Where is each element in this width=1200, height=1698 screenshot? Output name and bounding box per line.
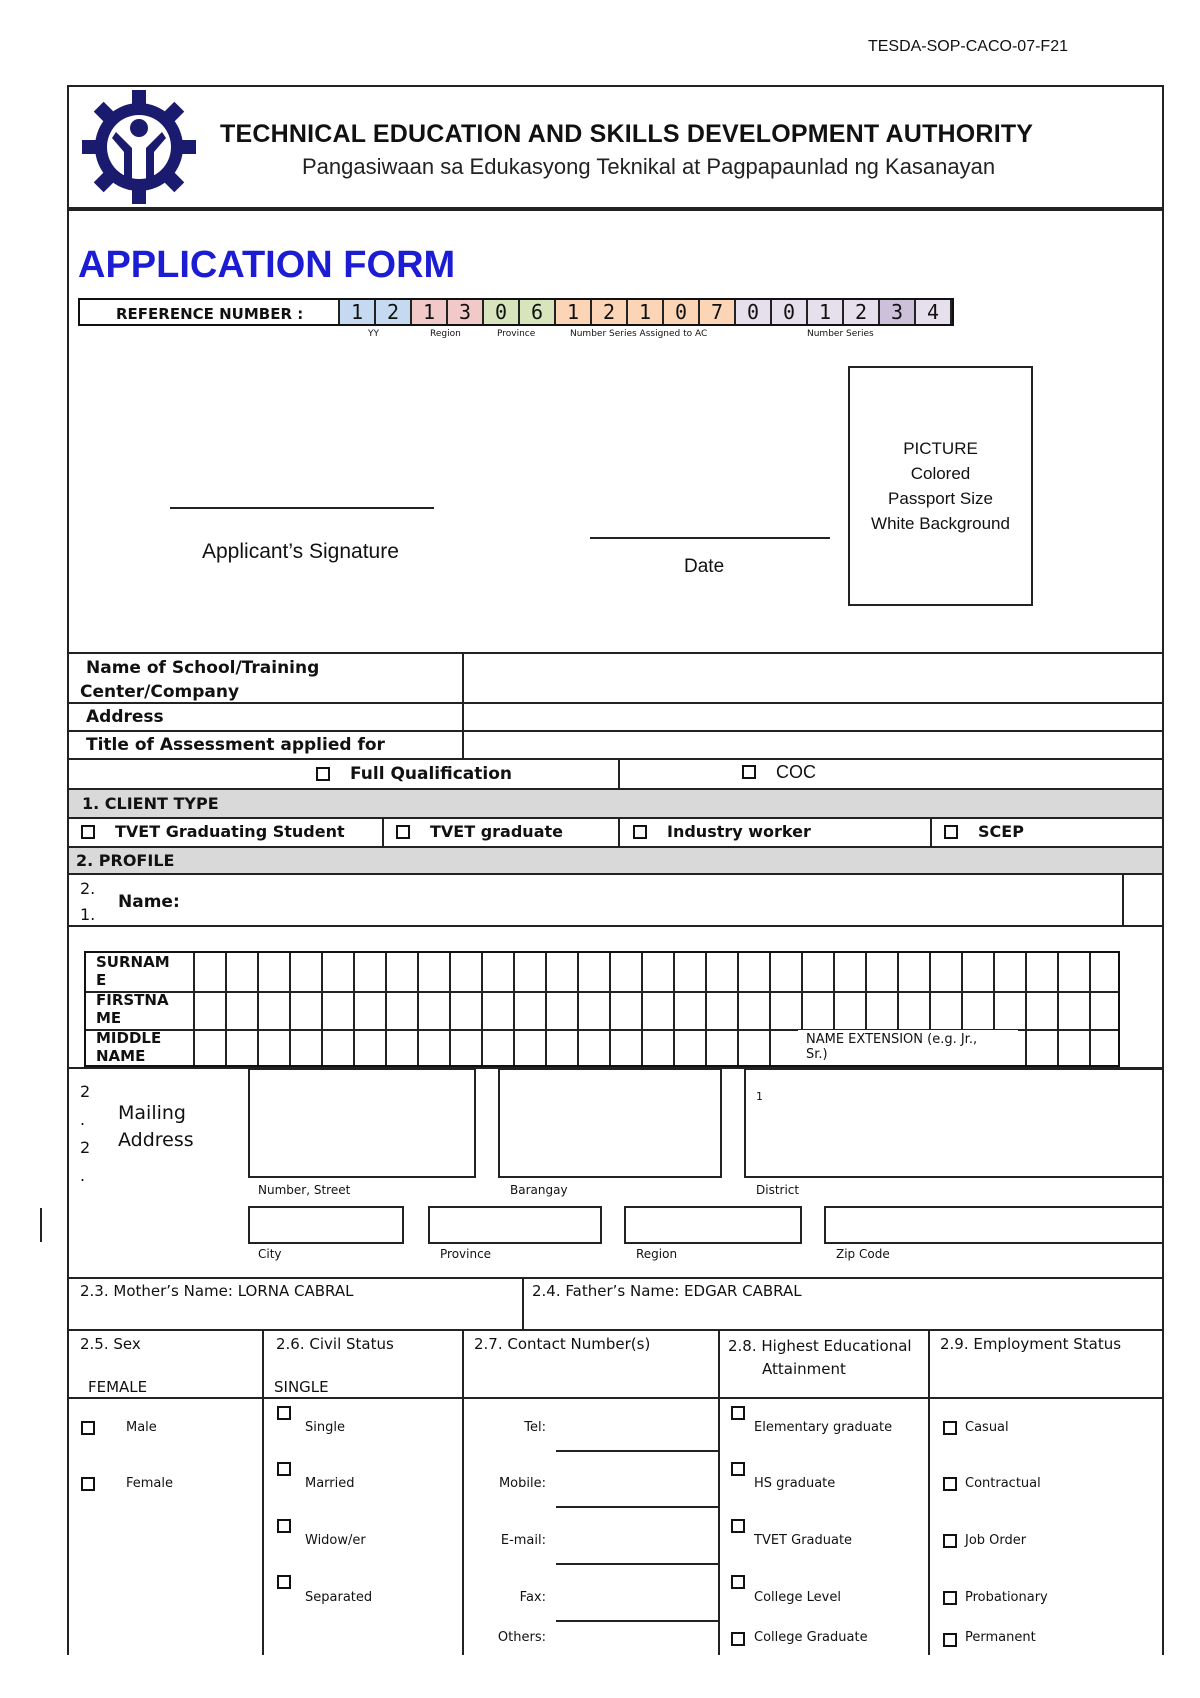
mobile-input[interactable] [556,1486,718,1508]
name-letter-cell[interactable] [611,1031,641,1068]
name-letter-cell[interactable] [419,954,449,991]
reference-digit-8: 2 [592,300,628,324]
ref-caption-series: Number Series [807,329,874,339]
reference-digit-6: 6 [520,300,556,324]
zip-code-caption: Zip Code [836,1247,890,1261]
reference-digit-1: 1 [340,300,376,324]
name-extension-cell [798,1030,1018,1065]
name-letter-cell[interactable] [643,1031,673,1068]
name-label: Name: [118,892,180,912]
reference-number [78,298,954,326]
picture-line3: Passport Size [888,489,993,508]
name-letter-cell[interactable] [675,993,705,1030]
emp-job-order-label: Job Order [965,1533,1027,1548]
coc-label: COC [776,762,816,782]
emp-job-order-checkbox-icon[interactable] [943,1534,957,1548]
picture-box [848,366,1033,606]
name-letter-cell[interactable] [195,993,225,1030]
name-letter-cell[interactable] [931,993,961,1030]
middlename-label: MIDDLE NAME [96,1029,162,1065]
city-input[interactable] [248,1206,404,1244]
profile-heading: 2. PROFILE [76,851,175,870]
school-name-label: Name of School/Training Center/Company [80,658,320,702]
name-letter-cell[interactable] [195,954,225,991]
address-input[interactable] [464,704,1162,730]
date-label: Date [684,556,725,577]
sex-male-label: Male [126,1420,157,1435]
name-letter-cell[interactable] [675,954,705,991]
mobile-label: Mobile: [498,1476,546,1491]
name-letter-cell[interactable] [483,1031,513,1068]
name-letter-cell[interactable] [739,993,769,1030]
full-qualification-label: Full Qualification [350,764,513,784]
client-type-heading: 1. CLIENT TYPE [82,794,219,813]
number-street-input[interactable] [248,1068,476,1178]
tvet-graduate-label: TVET graduate [430,822,563,841]
name-letter-cell[interactable] [1091,1031,1121,1068]
edu-elementary-checkbox-icon[interactable] [731,1406,745,1420]
name-letter-cell[interactable] [1091,993,1121,1030]
emp-casual-label: Casual [965,1420,1009,1435]
form-code: TESDA-SOP-CACO-07-F21 [867,38,1068,55]
tvet-graduating-checkbox-icon[interactable] [81,825,95,839]
industry-worker-checkbox-icon[interactable] [633,825,647,839]
name-letter-cell[interactable] [995,993,1025,1030]
civil-married-checkbox-icon[interactable] [277,1462,291,1476]
emp-probationary-label: Probationary [965,1590,1048,1605]
industry-worker-label: Industry worker [667,822,811,841]
name-letter-cell[interactable] [1059,993,1089,1030]
scep-label: SCEP [978,822,1024,841]
reference-digit-13: 0 [772,300,808,324]
applicant-signature-label: Applicant’s Signature [202,540,399,563]
reference-label: REFERENCE NUMBER : [116,305,304,323]
ref-caption-region: Region [430,329,461,339]
reference-digit-2: 2 [376,300,412,324]
school-name-input[interactable] [464,654,1162,702]
civil-married-label: Married [305,1476,355,1491]
name-letter-cell[interactable] [899,993,929,1030]
name-letter-cell[interactable] [451,993,481,1030]
reference-digit-12: 0 [736,300,772,324]
emp-casual-checkbox-icon[interactable] [943,1421,957,1435]
name-letter-cell[interactable] [899,954,929,991]
reference-digits [338,300,952,324]
reference-digit-4: 3 [448,300,484,324]
civil-widow-checkbox-icon[interactable] [277,1519,291,1533]
reference-digit-14: 1 [808,300,844,324]
name-letter-cell[interactable] [771,993,801,1030]
name-letter-cell[interactable] [227,1031,257,1068]
zip-code-input[interactable] [824,1206,1164,1244]
tesda-logo-icon [80,88,198,206]
emp-heading: 2.9. Employment Status [940,1335,1122,1353]
civil-single-label: Single [305,1420,345,1435]
name-num-2: 1. [80,905,96,924]
name-letter-cell[interactable] [547,954,577,991]
name-letter-cell[interactable] [963,993,993,1030]
name-letter-cell[interactable] [483,993,513,1030]
name-letter-cell[interactable] [707,954,737,991]
reference-digit-15: 2 [844,300,880,324]
full-qualification-checkbox-icon[interactable] [316,767,330,781]
name-letter-cell[interactable] [611,954,641,991]
name-letter-cell[interactable] [867,993,897,1030]
name-letter-cell[interactable] [1059,1031,1089,1068]
picture-line2: Colored [910,464,971,483]
name-letter-cell[interactable] [355,954,385,991]
client-type-heading-bar [69,790,1162,817]
edu-tvet-checkbox-icon[interactable] [731,1519,745,1533]
edu-college-grad-checkbox-icon[interactable] [731,1632,745,1646]
reference-digit-10: 0 [664,300,700,324]
others-label: Others: [497,1630,546,1645]
name-letter-cell[interactable] [387,1031,417,1068]
name-letter-cell[interactable] [611,993,641,1030]
edu-elementary-label: Elementary graduate [754,1420,893,1435]
scep-checkbox-icon[interactable] [944,825,958,839]
sex-female-label: Female [126,1476,174,1491]
name-letter-cell[interactable] [867,954,897,991]
others-input[interactable] [556,1628,718,1654]
reference-digit-16: 3 [880,300,916,324]
name-letter-cell[interactable] [259,1031,289,1068]
name-letter-cell[interactable] [291,954,321,991]
name-letter-cell[interactable] [643,993,673,1030]
name-letter-cell[interactable] [387,993,417,1030]
coc-checkbox-icon[interactable] [742,765,756,779]
name-letter-cell[interactable] [771,1031,801,1068]
district-input[interactable] [744,1068,1164,1178]
civil-heading: 2.6. Civil Status [276,1335,394,1353]
name-letter-cell[interactable] [963,954,993,991]
name-num-1: 2. [80,879,96,898]
name-letter-cell[interactable] [931,954,961,991]
name-letter-cell[interactable] [291,1031,321,1068]
agency-name: TECHNICAL EDUCATION AND SKILLS DEVELOPMENT AUTHORITY [220,120,1034,148]
mother-name: 2.3. Mother’s Name: LORNA CABRAL [80,1282,354,1300]
tel-input[interactable] [556,1430,718,1452]
civil-value: SINGLE [274,1378,329,1396]
reference-digit-11: 7 [700,300,736,324]
tel-label: Tel: [524,1420,546,1435]
reference-digit-9: 1 [628,300,664,324]
emp-probationary-checkbox-icon[interactable] [943,1591,957,1605]
civil-separated-label: Separated [305,1590,373,1605]
name-letter-cell[interactable] [355,1031,385,1068]
surname-label: SURNAM E [96,953,170,989]
assessment-input[interactable] [464,732,1162,758]
edu-heading: 2.8. Highest Educational Attainment [728,1337,912,1378]
name-letter-cell[interactable] [1027,993,1057,1030]
emp-contractual-label: Contractual [965,1476,1041,1491]
name-letter-cell[interactable] [579,1031,609,1068]
tvet-graduating-label: TVET Graduating Student [115,822,345,841]
name-letter-cell[interactable] [803,993,833,1030]
civil-widow-label: Widow/er [305,1533,366,1548]
name-letter-cell[interactable] [419,1031,449,1068]
email-input[interactable] [556,1543,718,1565]
name-letter-cell[interactable] [739,1031,769,1068]
city-caption: City [258,1247,282,1261]
name-letter-cell[interactable] [1059,954,1089,991]
civil-single-checkbox-icon[interactable] [277,1406,291,1420]
name-letter-cell[interactable] [259,954,289,991]
region-caption: Region [636,1247,678,1261]
name-letter-cell[interactable] [419,993,449,1030]
email-label: E-mail: [500,1533,546,1548]
sex-male-checkbox-icon[interactable] [81,1421,95,1435]
name-letter-cell[interactable] [579,993,609,1030]
reference-digit-5: 0 [484,300,520,324]
name-letter-cell[interactable] [323,993,353,1030]
name-letter-cell[interactable] [515,954,545,991]
number-street-caption: Number, Street [258,1183,351,1197]
tvet-graduate-checkbox-icon[interactable] [396,825,410,839]
ref-caption-series-ac: Number Series Assigned to AC [570,329,708,339]
district-value: 1 [756,1090,763,1103]
edu-hs-checkbox-icon[interactable] [731,1462,745,1476]
name-letter-cell[interactable] [291,993,321,1030]
sex-value: FEMALE [88,1378,148,1396]
name-letter-cell[interactable] [355,993,385,1030]
province-caption: Province [440,1247,492,1261]
name-letter-cell[interactable] [451,954,481,991]
province-input[interactable] [428,1206,602,1244]
name-letter-cell[interactable] [835,993,865,1030]
mailing-label: Mailing Address [118,1102,194,1151]
edu-college-level-label: College Level [754,1590,841,1605]
name-letter-cell[interactable] [387,954,417,991]
name-letter-cell[interactable] [547,993,577,1030]
agency-tagline: Pangasiwaan sa Edukasyong Teknikal at Pagpapaunlad ng Kasanayan [302,154,996,179]
name-letter-cell[interactable] [643,954,673,991]
sex-female-checkbox-icon[interactable] [81,1477,95,1491]
emp-permanent-label: Permanent [965,1630,1036,1645]
civil-separated-checkbox-icon[interactable] [277,1575,291,1589]
edu-tvet-label: TVET Graduate [754,1533,853,1548]
ref-caption-yy: YY [368,329,379,339]
father-name: 2.4. Father’s Name: EDGAR CABRAL [532,1282,802,1300]
name-letter-cell[interactable] [1027,954,1057,991]
name-letter-cell[interactable] [803,954,833,991]
firstname-label: FIRSTNA ME [96,991,169,1027]
name-letter-cell[interactable] [227,954,257,991]
name-letter-cell[interactable] [835,954,865,991]
profile-heading-bar [69,848,1162,873]
sex-heading: 2.5. Sex [80,1335,141,1353]
mailing-num: 2 . 2 . [80,1082,91,1185]
name-letter-cell[interactable] [995,954,1025,991]
name-letter-cell[interactable] [195,1031,225,1068]
reference-digit-17: 4 [916,300,952,324]
name-letter-cell[interactable] [771,954,801,991]
emp-permanent-checkbox-icon[interactable] [943,1633,957,1647]
name-letter-cell[interactable] [739,954,769,991]
name-letter-cell[interactable] [451,1031,481,1068]
form-title: APPLICATION FORM [78,244,456,286]
edu-college-level-checkbox-icon[interactable] [731,1575,745,1589]
barangay-caption: Barangay [510,1183,568,1197]
fax-label: Fax: [519,1590,546,1605]
name-letter-cell[interactable] [1027,1031,1057,1068]
contact-heading: 2.7. Contact Number(s) [474,1335,651,1353]
name-letter-cell[interactable] [227,993,257,1030]
edu-hs-label: HS graduate [754,1476,836,1491]
name-letter-cell[interactable] [323,1031,353,1068]
name-extension-label: NAME EXTENSION (e.g. Jr., Sr.) [806,1032,978,1062]
region-input[interactable] [624,1206,802,1244]
name-letter-cell[interactable] [1091,954,1121,991]
fax-input[interactable] [556,1600,718,1622]
picture-line4: White Background [871,514,1010,533]
name-letter-cell[interactable] [323,954,353,991]
name-letter-cell[interactable] [483,954,513,991]
address-label: Address [86,707,164,727]
name-letter-cell[interactable] [707,1031,737,1068]
name-letter-cell[interactable] [707,993,737,1030]
name-letter-cell[interactable] [547,1031,577,1068]
name-letter-cell[interactable] [515,1031,545,1068]
name-letter-cell[interactable] [259,993,289,1030]
reference-digit-7: 1 [556,300,592,324]
emp-contractual-checkbox-icon[interactable] [943,1477,957,1491]
name-letter-cell[interactable] [579,954,609,991]
assessment-label: Title of Assessment applied for [86,735,385,755]
picture-line1: PICTURE [903,439,978,458]
name-letter-cell[interactable] [515,993,545,1030]
barangay-input[interactable] [498,1068,722,1178]
name-letter-cell[interactable] [675,1031,705,1068]
edu-college-grad-label: College Graduate [754,1630,868,1645]
district-caption: District [756,1183,800,1197]
ref-caption-province: Province [497,329,536,339]
reference-digit-3: 1 [412,300,448,324]
